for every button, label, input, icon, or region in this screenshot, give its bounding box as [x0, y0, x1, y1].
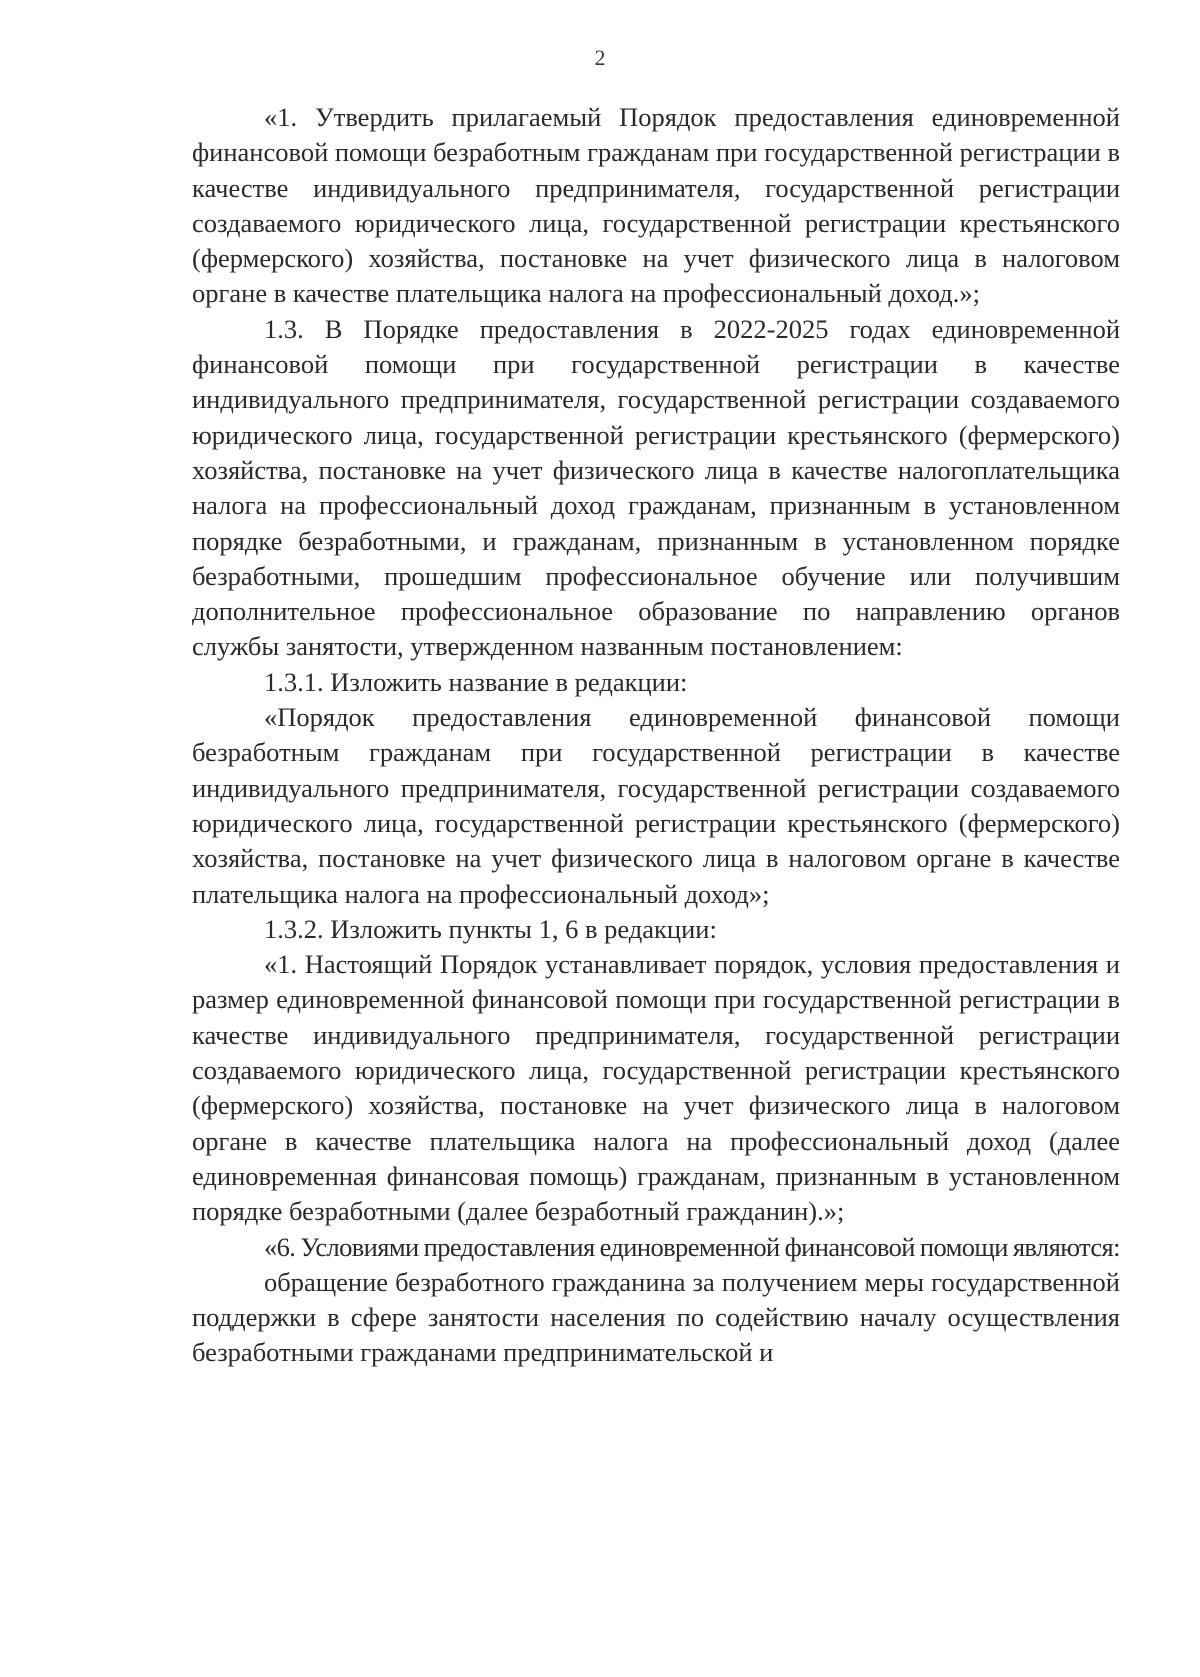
- paragraph-point-1: «1. Настоящий Порядок устанавливает порядок, условия предоставления и размер единовременной финансовой помощи при государственной регистрации в качестве индивидуального предпринимателя, государственной регистрации создаваемого юридического лица, государственной регистрации крестьянского (фермерского) хозяйства, постановке на учет физического лица в налоговом органе в качестве плательщика налога на профессиональный доход (далее единовременная финансовая помощь) гражданам, признанным в установленном порядке безработными (далее безработный гражданин).»;: [192, 949, 1120, 1227]
- document-body: [192, 100, 1120, 1371]
- paragraph-1-3-2: 1.3.2. Изложить пункты 1, 6 в редакции:: [264, 913, 717, 944]
- paragraph-1-3: 1.3. В Порядке предоставления в 2022-2025 годах единовременной финансовой помощи при государственной регистрации в качестве индивидуального предпринимателя, государственной регистрации создаваемого юридического лица, государственной регистрации крестьянского (фермерского) хозяйства, постановке на учет физического лица в качестве налогоплательщика налога на профессиональный доход гражданам, признанным в установленном порядке безработными, и гражданам, признанным в установленном порядке безработными, прошедшим профессиональное обучение или получившим дополнительное профессиональное образование по направлению органов службы занятости, утвержденном названным постановлением:: [192, 313, 1120, 662]
- paragraph-approve-order: «1. Утвердить прилагаемый Порядок предоставления единовременной финансовой помощи безработным гражданам при государственной регистрации в качестве индивидуального предпринимателя, государственной регистрации создаваемого юридического лица, государственной регистрации крестьянского (фермерского) хозяйства, постановке на учет физического лица в налоговом органе в качестве плательщика налога на профессиональный доход.»;: [192, 102, 1121, 309]
- paragraph-1-3-1: 1.3.1. Изложить название в редакции:: [264, 666, 688, 697]
- paragraph-order-title: «Порядок предоставления единовременной финансовой помощи безработным гражданам при государственной регистрации в качестве индивидуального предпринимателя, государственной регистрации создаваемого юридического лица, государственной регистрации крестьянского (фермерского) хозяйства, постановке на учет физического лица в налоговом органе в качестве плательщика налога на профессиональный доход»;: [192, 702, 1120, 909]
- paragraph-point-6: «6. Условиями предоставления единовременной финансовой помощи являются:: [264, 1231, 1120, 1262]
- page-number: 2: [594, 45, 606, 70]
- paragraph-conditions: обращение безработного гражданина за получением меры государственной поддержки в сфере занятости населения по содействию началу осуществления безработными гражданами предпринимательской и: [192, 1266, 1120, 1368]
